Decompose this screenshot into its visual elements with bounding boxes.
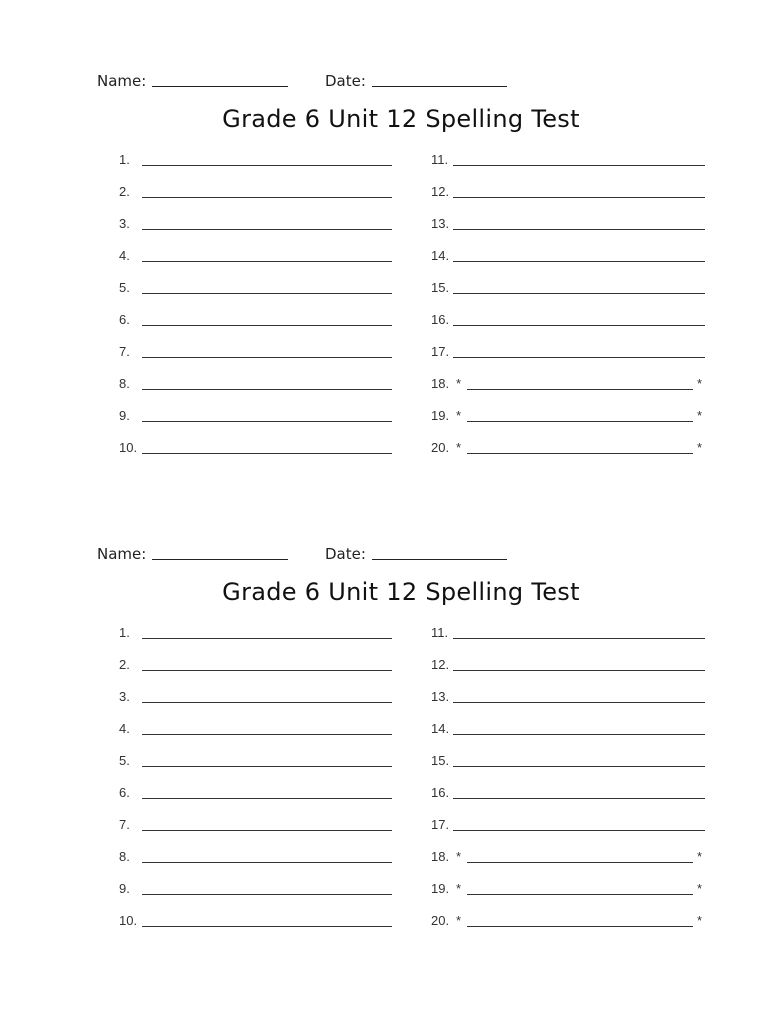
answer-blank[interactable] [142, 261, 392, 262]
name-field[interactable] [97, 545, 288, 563]
item-number: 14. [431, 721, 450, 736]
answer-blank[interactable] [453, 293, 705, 294]
item-number: 13. [431, 689, 450, 704]
answer-blank[interactable] [453, 766, 705, 767]
item-number: 16. [431, 312, 450, 327]
answer-blank[interactable] [453, 325, 705, 326]
answer-blank[interactable] [453, 165, 705, 166]
answer-blank[interactable] [467, 894, 693, 895]
answer-blank[interactable] [142, 894, 392, 895]
bonus-marker: * [697, 440, 703, 455]
name-label: Name: [97, 545, 147, 563]
answer-blank[interactable] [453, 229, 705, 230]
item-number: 3. [119, 689, 130, 704]
bonus-marker: * [456, 881, 462, 896]
item-number: 20. [431, 913, 450, 928]
answer-blank[interactable] [453, 638, 705, 639]
item-number: 9. [119, 408, 130, 423]
answer-blank[interactable] [453, 734, 705, 735]
test-title: Grade 6 Unit 12 Spelling Test [222, 105, 580, 133]
item-number: 6. [119, 312, 130, 327]
answer-blank[interactable] [142, 766, 392, 767]
answer-blank[interactable] [142, 165, 392, 166]
answer-blank[interactable] [467, 421, 693, 422]
item-number: 17. [431, 344, 450, 359]
answer-blank[interactable] [467, 453, 693, 454]
item-number: 6. [119, 785, 130, 800]
answer-blank[interactable] [142, 638, 392, 639]
item-number: 17. [431, 817, 450, 832]
name-blank[interactable] [152, 72, 288, 87]
item-number: 2. [119, 184, 130, 199]
answer-blank[interactable] [142, 830, 392, 831]
name-label: Name: [97, 72, 147, 90]
bonus-marker: * [697, 376, 703, 391]
answer-blank[interactable] [467, 862, 693, 863]
answer-blank[interactable] [142, 862, 392, 863]
answer-blank[interactable] [453, 798, 705, 799]
item-number: 19. [431, 408, 450, 423]
item-number: 13. [431, 216, 450, 231]
answer-blank[interactable] [142, 734, 392, 735]
answer-blank[interactable] [142, 702, 392, 703]
item-number: 7. [119, 817, 130, 832]
item-number: 11. [431, 625, 449, 640]
item-number: 20. [431, 440, 450, 455]
answer-blank[interactable] [453, 357, 705, 358]
item-number: 1. [119, 152, 130, 167]
answer-blank[interactable] [453, 702, 705, 703]
answer-blank[interactable] [453, 830, 705, 831]
answer-blank[interactable] [142, 453, 392, 454]
item-number: 11. [431, 152, 449, 167]
date-blank[interactable] [372, 545, 507, 560]
bonus-marker: * [456, 376, 462, 391]
bonus-marker: * [456, 913, 462, 928]
bonus-marker: * [697, 849, 703, 864]
name-field[interactable] [97, 72, 288, 90]
bonus-marker: * [456, 408, 462, 423]
answer-blank[interactable] [142, 325, 392, 326]
item-number: 8. [119, 849, 130, 864]
item-number: 10. [119, 913, 138, 928]
item-number: 16. [431, 785, 450, 800]
answer-blank[interactable] [142, 357, 392, 358]
spelling-test-sheet [0, 0, 768, 455]
item-number: 14. [431, 248, 450, 263]
answer-blank[interactable] [142, 197, 392, 198]
answer-blank[interactable] [142, 670, 392, 671]
item-number: 4. [119, 248, 130, 263]
answer-blank[interactable] [453, 197, 705, 198]
item-number: 18. [431, 849, 450, 864]
spelling-test-sheet [0, 473, 768, 928]
answer-blank[interactable] [142, 926, 392, 927]
bonus-marker: * [697, 881, 703, 896]
item-number: 15. [431, 753, 450, 768]
bonus-marker: * [697, 913, 703, 928]
test-title: Grade 6 Unit 12 Spelling Test [222, 578, 580, 606]
answer-blank[interactable] [142, 798, 392, 799]
answer-blank[interactable] [467, 926, 693, 927]
answer-blank[interactable] [142, 389, 392, 390]
item-number: 3. [119, 216, 130, 231]
item-number: 12. [431, 657, 450, 672]
date-label: Date: [325, 72, 366, 90]
date-field[interactable] [325, 545, 507, 563]
name-blank[interactable] [152, 545, 288, 560]
answer-blank[interactable] [142, 421, 392, 422]
bonus-marker: * [456, 440, 462, 455]
item-number: 5. [119, 753, 130, 768]
item-number: 5. [119, 280, 130, 295]
item-number: 4. [119, 721, 130, 736]
answer-blank[interactable] [453, 670, 705, 671]
answer-blank[interactable] [467, 389, 693, 390]
item-number: 2. [119, 657, 130, 672]
item-number: 12. [431, 184, 450, 199]
item-number: 18. [431, 376, 450, 391]
item-number: 1. [119, 625, 130, 640]
item-number: 9. [119, 881, 130, 896]
date-field[interactable] [325, 72, 507, 90]
date-label: Date: [325, 545, 366, 563]
answer-blank[interactable] [453, 261, 705, 262]
item-number: 7. [119, 344, 130, 359]
answer-blank[interactable] [142, 229, 392, 230]
item-number: 10. [119, 440, 138, 455]
item-number: 15. [431, 280, 450, 295]
bonus-marker: * [456, 849, 462, 864]
answer-blank[interactable] [142, 293, 392, 294]
bonus-marker: * [697, 408, 703, 423]
item-number: 8. [119, 376, 130, 391]
date-blank[interactable] [372, 72, 507, 87]
item-number: 19. [431, 881, 450, 896]
